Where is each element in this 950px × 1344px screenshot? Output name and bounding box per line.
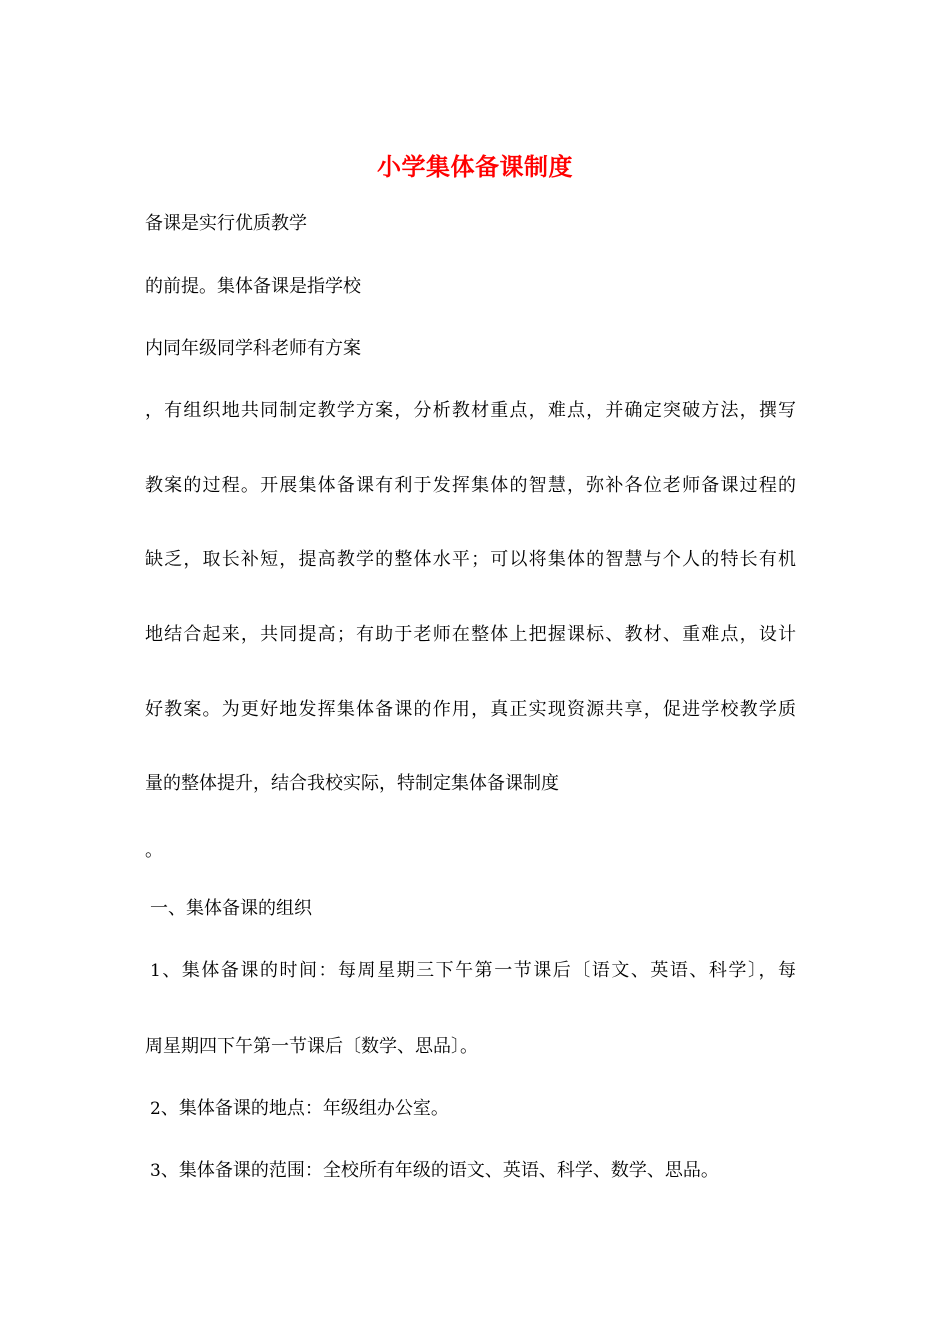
list-item	[150, 958, 796, 984]
paragraph-line: 缺乏，取长补短，提高教学的整体水平；可以将集体的智慧与个人的特长有机	[145, 549, 796, 570]
list-item-continuation	[145, 1034, 478, 1060]
paragraph-line: 地结合起来，共同提高；有助于老师在整体上把握课标、教材、重难点，设计	[145, 624, 796, 645]
paragraph-line: 教案的过程。开展集体备课有利于发挥集体的智慧，弥补各位老师备课过程的	[145, 475, 796, 496]
document-title: 小学集体备课制度	[377, 152, 573, 181]
list-item	[150, 1158, 719, 1184]
section-heading: 一、集体备课的组织	[150, 898, 312, 919]
paragraph-line: 的前提。集体备课是指学校	[145, 276, 361, 297]
paragraph-line: 。	[145, 840, 163, 861]
item-text: 、集体备课的范围：全校所有年级的语文、英语、科学、数学、思品。	[160, 1160, 719, 1181]
item-number: 2	[150, 1099, 161, 1119]
item-text: 周星期四下午第一节课后〔数学、思品〕。	[145, 1036, 478, 1057]
paragraph-line: 量的整体提升，结合我校实际，特制定集体备课制度	[145, 773, 559, 794]
item-number: 3	[150, 1161, 161, 1181]
item-text: 、集体备课的时间：每周星期三下午第一节课后〔语文、英语、科学〕，每	[160, 960, 796, 981]
paragraph-line: 好教案。为更好地发挥集体备课的作用，真正实现资源共享，促进学校教学质	[145, 699, 796, 720]
paragraph-line: 备课是实行优质教学	[145, 213, 307, 234]
list-item	[150, 1096, 449, 1122]
paragraph-line: ，有组织地共同制定教学方案，分析教材重点，难点，并确定突破方法，撰写	[145, 400, 796, 421]
item-number: 1	[150, 961, 161, 981]
paragraph-line: 内同年级同学科老师有方案	[145, 338, 361, 359]
item-text: 、集体备课的地点：年级组办公室。	[160, 1098, 449, 1119]
